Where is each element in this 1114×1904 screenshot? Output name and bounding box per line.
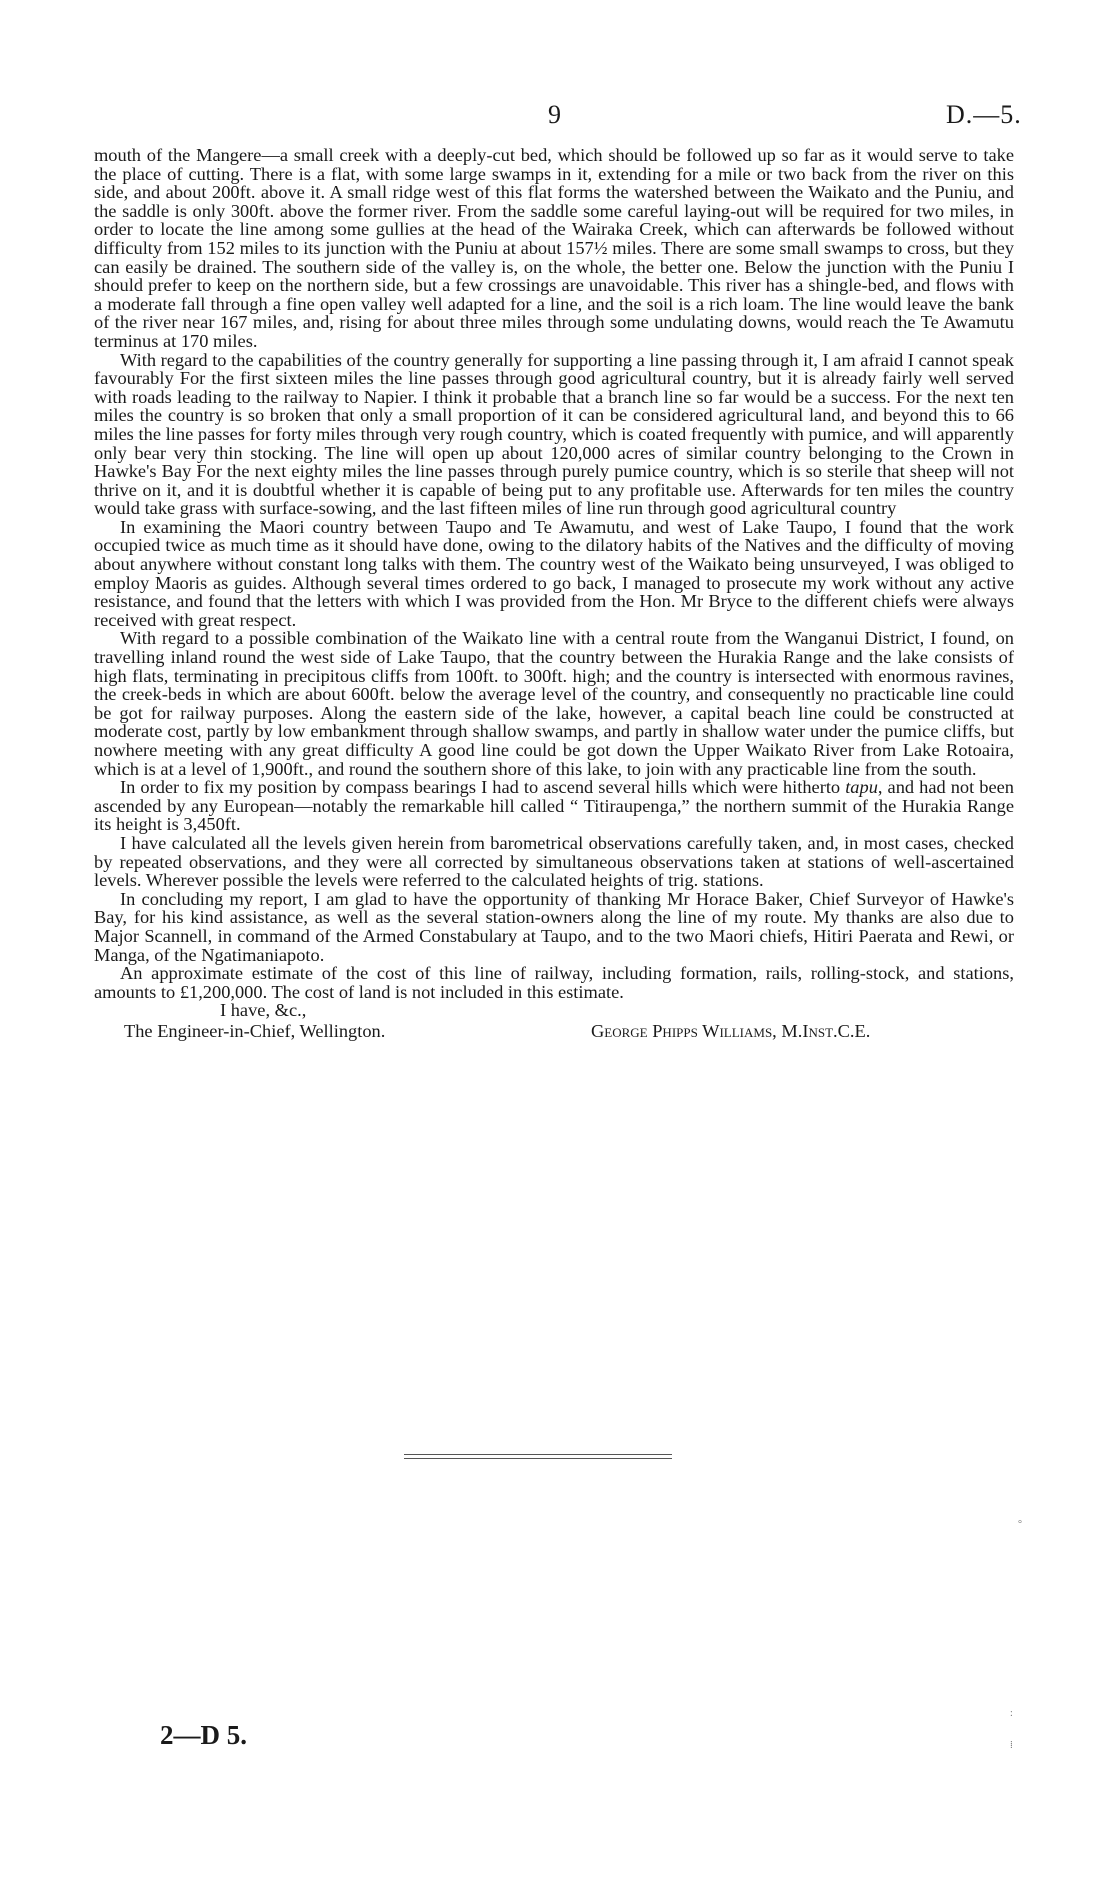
paragraph-cost-estimate: An approximate estimate of the cost of this line of railway, including formation, rails, rolling-stock, and stations, amounts to £1,200,000. The cost of land is not included in this estimate. [94, 963, 1014, 1002]
paragraph-levels: I have calculated all the levels given herein from barometrical observations carefully taken, and, in most cases, checked by repeated observations, and they were all corrected by simultaneous observations taken at stations of well-ascertained levels. Wherever possible the levels were referred to the calculated heights of trig. stations. [94, 832, 1014, 891]
closing-salutation: I have, &c., [220, 1000, 307, 1021]
document-reference: D.—5. [946, 100, 1022, 129]
paragraph-maori-country: In examining the Maori country between Taupo and Te Awamutu, and west of Lake Taupo, I found that the work occupied twice as much time as it should have done, owing to the dilatory habits of the Natives and the difficulty of moving about anywhere without constant long talks with them. The country west of the Waikato being unsurveyed, I was obliged to employ Maoris as guides. Although several times ordered to go back, I managed to prosecute my work without any active resistance, and found that the letters with which I was provided from the Hon. Mr Bryce to the different chiefs were always received with great respect. [94, 516, 1014, 630]
italic-term: tapu [845, 777, 878, 798]
paragraph-acknowledgements: In concluding my report, I am glad to have the opportunity of thanking Mr Horace Baker, Chief Surveyor of Hawke's Bay, for his kind assistance, as well as the several station-owners along the line of my route. My thanks are also due to Major Scannell, in command of the Armed Constabulary at Taupo, and to the two Maori chiefs, Hitiri Paerata and Rewi, or Manga, of the Ngatimaniapoto. [94, 888, 1014, 965]
paragraph-compass-bearings: In order to fix my position by compass bearings I had to ascend several hills which were hitherto tapu, and had not been ascended by any European—notably the remarkable hill called “ Titiraupenga,” the northern summit of the Hurakia Range its height is 3,450ft. [94, 777, 1015, 835]
paragraph-country-capabilities: With regard to the capabilities of the country generally for supporting a line passing through it, I am afraid I cannot speak favourably For the first sixteen miles the line passes through good agricultural country, but it is already fairly well served with roads leading to the railway to Napier. I think it probable that a branch line so far would be a success. For the next ten miles the country is so broken that only a small proportion of it can be considered agricultural land, and beyond this to 66 miles the line passes for forty miles through very rough country, which is coated frequently with pumice, and will apparently only bear very thin stocking. The line will open up about 120,000 acres of similar country belonging to the Crown in Hawke's Bay For the next eighty miles the line passes through purely pumice country, which is so sterile that sheep will not thrive on it, and it is doubtful whether it is capable of being put to any profitable use. Afterwards for ten miles the country would take grass with surface-sowing, and the last fifteen miles of line run through good agricultural country [94, 349, 1014, 519]
end-rule [404, 1454, 672, 1455]
margin-speck: ° [1018, 1519, 1022, 1530]
report-body [94, 146, 1014, 1044]
printer-signature-mark: 2—D 5. [160, 1720, 247, 1750]
paragraph-mangere-route: mouth of the Mangere—a small creek with a deeply-cut bed, which should be followed up so far as it would serve to take the place of cutting. There is a flat, with some large swamps in it, extending for a mile or two back from the river on this side, and about 200ft. above it. A small ridge west of this flat forms the watershed between the Waikato and the Puniu, and the saddle is only 300ft. above the former river. From the saddle some careful laying-out will be required for two miles, in order to locate the line among some gullies at the head of the Wairaka Creek, which can afterwards be followed without difficulty from 152 miles to its junction with the Puniu at about 157½ miles. There are some small swamps to cross, but they can easily be drained. The southern side of the valley is, on the whole, the better one. Below the junction with the Puniu I should prefer to keep on the northern side, but a few crossings are unavoidable. This river has a shingle-bed, and flows with a moderate fall through a fine open valley well adapted for a line, and the soil is a rich loam. The line would leave the bank of the river near 167 miles, and, rising for about three miles through some undulating downs, would reach the Te Awamutu terminus at 170 miles. [94, 145, 1014, 351]
signature-row [94, 1020, 1014, 1044]
page-number: 9 [548, 100, 561, 129]
author-signature: George Phipps Williams, M.Inst.C.E. [591, 1020, 871, 1041]
end-rule-secondary [404, 1458, 672, 1459]
recipient-line: The Engineer-in-Chief, Wellington. [124, 1020, 386, 1041]
margin-speck: : [1010, 1708, 1013, 1719]
margin-speck: ⁞ [1010, 1740, 1013, 1751]
paragraph-central-route: With regard to a possible combination of the Waikato line with a central route from the Wanganui District, I found, on travelling inland round the west side of Lake Taupo, that the country between the Hurakia Range and the lake consists of high flats, terminating in precipitous cliffs from 100ft. to 300ft. high; and the country is intersected with enormous ravines, the creek-beds in which are about 600ft. below the average level of the country, and consequently no practicable line could be got for railway purposes. Along the eastern side of the lake, however, a capital beach line could be constructed at moderate cost, partly by low embankment through shallow swamps, and partly in shallow water under the pumice cliffs, but nowhere meeting with any great difficulty A good line could be got down the Upper Waikato River from Lake Rotoaira, which is at a level of 1,900ft., and round the southern shore of this lake, to join with any practicable line from the south. [94, 628, 1014, 779]
